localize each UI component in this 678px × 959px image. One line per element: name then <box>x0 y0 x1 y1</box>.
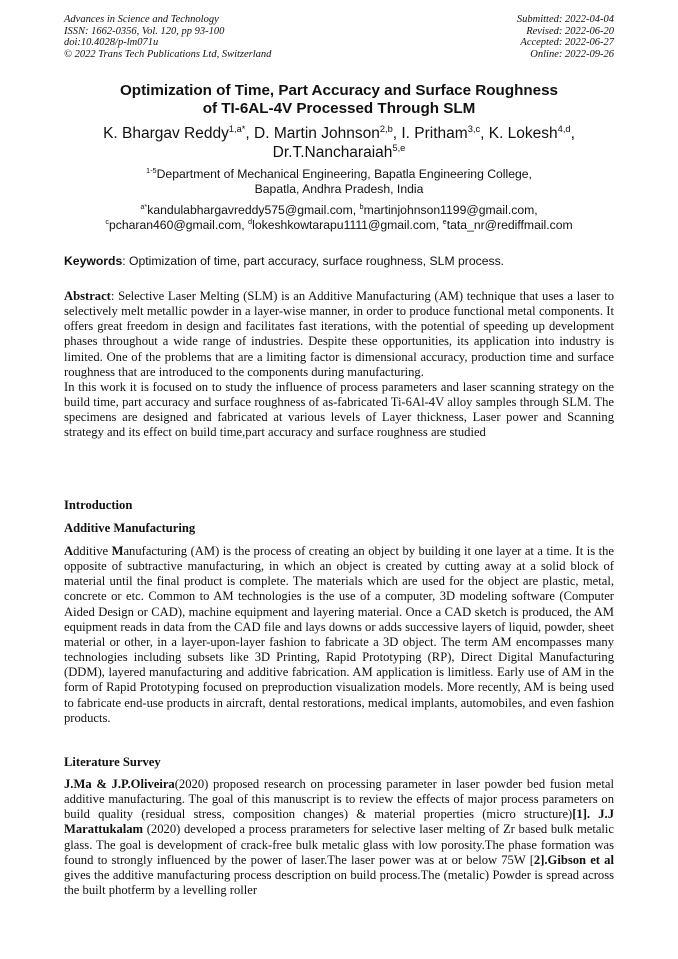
submitted-date: Submitted: 2022-04-04 <box>516 14 614 25</box>
email-link[interactable]: lokeshkowtarapu1111@gmail.com, <box>252 218 440 232</box>
citation-ref: [1]. J.J Marattukalam <box>64 807 615 837</box>
author-marker: 4,d <box>557 123 571 134</box>
email-link[interactable]: tata_nr@rediffmail.com <box>446 218 573 232</box>
doi: doi:10.4028/p-lm071u <box>64 37 159 49</box>
email-marker: c <box>105 216 109 226</box>
accepted-date: Accepted: 2022-06-27 <box>520 37 614 49</box>
literature-text: (2020) proposed research on processing parameter in laser powder bed fusion metal additive manufacturing. The goal of this manuscript is to review the effects of major process parameters on build quality (residual stress, composition changes) & material properties (micro structure) <box>64 777 614 822</box>
email-marker: d <box>248 216 253 226</box>
literature-text: (2020) developed a process prarameters for selective laser melting of Zr based bulk metalic glass. The goal is development of crack-free bulk metalic glass with low porosity.The phase formation was found to strongly influenced by the power of laser.The laser power was at or below 75W [ <box>64 822 614 867</box>
bold-initial: A <box>64 544 74 558</box>
author-name: I. Pritham <box>401 125 468 142</box>
issn-volume: ISSN: 1662-0356, Vol. 120, pp 93-100 <box>64 25 225 37</box>
affiliation-line-1: Department of Mechanical Engineering, Bapatla Engineering College, <box>156 167 532 181</box>
email-marker: b <box>359 201 364 211</box>
abstract-label: Abstract <box>64 289 111 303</box>
journal-name: Advances in Science and Technology <box>64 14 219 25</box>
author-emails <box>60 203 618 233</box>
email-link[interactable]: martinjohnson1199@gmail.com, <box>363 203 538 217</box>
author-list: K. Bhargav Reddy$^{1,a*}$, D. Martin Johnson$^{2,b}$, I. Pritham$^{3,c}$, K. Lokesh$^{4,d}$, Dr.T.Nancharaiah$^{5,e}$ <box>103 123 575 161</box>
affiliation-line-2: Bapatla, Andhra Pradesh, India <box>254 182 424 196</box>
author-marker: 1,a* <box>228 123 246 134</box>
email-marker: e <box>442 216 447 226</box>
affiliation-marker: 1-5 <box>146 165 157 175</box>
author-name: Dr.T.Nancharaiah <box>272 144 393 161</box>
paper-title <box>60 82 618 118</box>
email-marker: a* <box>140 201 148 211</box>
affiliation <box>60 167 618 197</box>
copyright: © 2022 Trans Tech Publications Ltd, Switzerland <box>64 48 272 60</box>
bold-initial: M <box>111 544 124 558</box>
email-link[interactable]: pcharan460@gmail.com, <box>108 218 245 232</box>
introduction-paragraph <box>64 544 614 726</box>
literature-text: gives the additive manufacturing process description on build process.The (metalic) Powder is spread across the built photferm by a levelling roller <box>64 867 614 898</box>
email-link[interactable]: kandulabhargavreddy575@gmail.com, <box>147 203 357 217</box>
author-marker: 3,c <box>467 123 481 134</box>
title-line-2: of TI-6AL-4V Processed Through SLM <box>202 100 476 117</box>
abstract-paragraph-2: In this work it is focused on to study the influence of process parameters and laser scanning strategy on the build time, part accuracy and surface roughness of as-fabricated Ti-6Al-4V alloy samples through SLM. The specimens are designed and fabricated at various levels of Layer thickness, Laser power and Scanning strategy and its effect on build time,part accuracy and surface roughness are studied <box>64 379 614 440</box>
author-name: D. Martin Johnson <box>254 125 380 142</box>
intro-text: dditive <box>73 544 112 558</box>
keywords-text: : Optimization of time, part accuracy, surface roughness, SLM process. <box>122 254 505 268</box>
citation-ref: 2].Gibson et al <box>533 852 614 867</box>
author-name: K. Bhargav Reddy <box>103 125 229 142</box>
journal-header-left <box>64 14 271 60</box>
journal-header-right <box>517 14 614 60</box>
intro-text: anufacturing (AM) is the process of creating an object by building it one layer at a time. It is the opposite of subtractive manufacturing, in which an object is created by cutting away at a solid block of material until the final product is complete. The materials which are used for the object are plastic, metal, concrete or etc. Common to AM technologies is the use of a computer, 3D modeling software (Computer Aided Design or CAD), machine equipment and layering material. Once a CAD sketch is produced, the AM equipment reads in data from the CAD file and lays downs or adds successive layers of liquid, powder, sheet material or other, in a layer-upon-layer fashion to fabricate a 3D object. The term AM encompasses many technologies including subsets like 3D Printing, Rapid Prototyping (RP), Direct Digital Manufacturing (DDM), layered manufacturing and additive fabrication. AM application is limitless. Early use of AM in the form of Rapid Prototyping focused on preproduction visualization models. More recently, AM is being used to fabricate end-use products in aircraft, dental restorations, medical implants, automobiles, and even fashion products. <box>64 544 614 725</box>
keywords <box>64 254 624 269</box>
subsection-heading-additive-manufacturing: Additive Manufacturing <box>64 521 196 535</box>
keywords-label: Keywords <box>64 254 123 268</box>
abstract <box>64 289 614 441</box>
online-date: Online: 2022-09-26 <box>530 48 614 60</box>
cited-authors: J.Ma & J.P.Oliveira <box>64 777 175 791</box>
author-marker: 5,e <box>392 142 406 153</box>
title-line-1: Optimization of Time, Part Accuracy and Surface Roughness <box>119 82 558 99</box>
author-marker: 2,b <box>379 123 393 134</box>
section-heading-introduction: Introduction <box>64 498 133 512</box>
author-name: K. Lokesh <box>488 125 558 142</box>
literature-paragraph <box>64 777 614 898</box>
subsection-heading-literature-survey: Literature Survey <box>64 755 161 769</box>
abstract-paragraph-1: : Selective Laser Melting (SLM) is an Additive Manufacturing (AM) technique that uses a laser to selectively melt metallic powder in a layer-wise manner, in order to produce functional metal components. It offers great freedom in design and facilitates fast iterations, with the potential of speeding up development phases throughout a wide range of industries. Despite these opportunities, its application into industry is limited. One of the problems that are a limiting factor is dimensional accuracy, production time and surface roughness that are introduced to the components during manufacturing. <box>64 289 614 379</box>
revised-date: Revised: 2022-06-20 <box>526 25 614 37</box>
